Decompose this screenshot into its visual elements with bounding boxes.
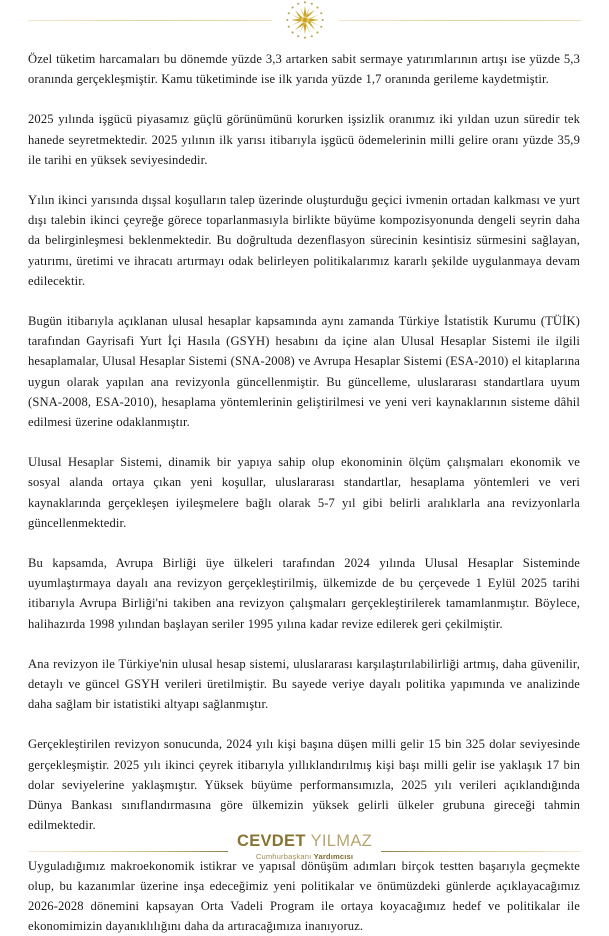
document-footer [0,825,609,869]
paragraph-7: Ana revizyon ile Türkiye'nin ulusal hesap sistemi, uluslararası karşılaştırılabilirliği artmış, daha güvenilir, detaylı ve güncel GSYH verileri üretilmiştir. Bu sayede veriye dayalı politika yapımında ve analizinde daha sağlam bir istatistiki altyapı sağlanmıştır. [28,654,580,715]
paragraph-1: Özel tüketim harcamaları bu dönemde yüzde 3,3 artarken sabit sermaye yatırımlarının artışı ise yüzde 5,3 oranında gerçekleşmiştir. Kamu tüketiminde ise ilk yarıda yüzde 1,7 oranında gerileme kaydetmiştir. [28,49,580,89]
paragraph-5: Ulusal Hesaplar Sistemi, dinamik bir yapıya sahip olup ekonominin ölçüm çalışmaları ekonomik ve sosyal alanda ortaya çıkan yeni koşullar, uluslararası standartlar, hesaplama yöntemleri ve veri kaynaklarında gerçekleşen iyileşmelere bağlı olarak 5-7 yıl gibi belirli aralıklarla ana revizyonlarla güncellenmektedir. [28,452,580,533]
header-divider-left [28,20,272,21]
paragraph-4: Bugün itibarıyla açıklanan ulusal hesaplar kapsamında aynı zamanda Türkiye İstatistik Kurumu (TÜİK) tarafından Gayrisafi Yurt İçi Hasıla (GSYH) hesabını da içine alan Ulusal Hesaplar Sistemi ile ilgili hesaplamalar, Ulusal Hesaplar Sistemi (SNA-2008) ve Avrupa Hesaplar Sistemi (ESA-2010) el kitaplarına uygun olarak yapılan ana revizyonla güncellenmiştir. Bu güncelleme, uluslararası standartlara uyum (SNA-2008, ESA-2010), hesaplama yöntemlerinin geliştirilmesi ve yeni veri kaynaklarının sisteme dâhil edilmesi üzerine odaklanmıştır. [28,311,580,432]
document-header [0,0,609,40]
footer-divider-right [381,851,581,852]
signature-block [237,833,372,860]
paragraph-8: Gerçekleştirilen revizyon sonucunda, 2024 yılı kişi başına düşen milli gelir 15 bin 325 dolar seviyesinde gerçekleşmiştir. 2025 yılı ikinci çeyrek itibarıyla yıllıklandırılmış kişi başı milli gelir ise yaklaşık 17 bin dolar seviyelerine yaklaşmıştır. Yüksek büyüme performansımızla, 2025 yılı verileri açıklandığında Dünya Bankası sınıflandırmasına göre ülkemizin yüksek gelirli ülkeler grubuna gireceği tahmin edilmektedir. [28,734,580,835]
document-body [0,40,609,936]
footer-divider-left [28,851,228,852]
paragraph-9: Uyguladığımız makroekonomik istikrar ve yapısal dönüşüm adımları birçok testten başarıyla geçmekte olup, bu kazanımlar üzerine inşa edeceğimiz yeni politikalar ve önümüzdeki günlerde açıklayacağımız 2026-2028 dönemini kapsayan Orta Vadeli Program ile ortaya koyacağımız hedef ve politikalar ile ekonomimizin dayanıklılığını daha da artıracağımıza inanıyoruz. [28,856,580,936]
paragraph-2: 2025 yılında işgücü piyasamız güçlü görünümünü korurken işsizlik oranımız iki yıldan uzun süredir tek hanede seyretmektedir. 2025 yılının ilk yarısı itibarıyla işgücü ödemelerinin milli gelire oranı yüzde 35,9 ile tarihi en yüksek seviyesindedir. [28,109,580,170]
signature-title-light: Cumhurbaşkanı [256,852,314,861]
signature-first-name: CEVDET [237,832,306,850]
signature-title [237,853,372,861]
paragraph-6: Bu kapsamda, Avrupa Birliği üye ülkeleri tarafından 2024 yılında Ulusal Hesaplar Sisteminde uyumlaştırmaya dayalı ana revizyon gerçekleştirilmiş, ülkemizde de bu çerçevede 1 Eylül 2025 tarihi itibarıyla Avrupa Birliği'ni takiben ana revizyon çalışmaları gerçekleştirilerek tamamlanmıştır. Böylece, halihazırda 1998 yılından başlayan seriler 1995 yılına kadar revize edilerek geri çekilmiştir. [28,553,580,634]
signature-title-bold: Yardımcısı [314,852,354,861]
signature-last-name-text: YILMAZ [311,832,372,850]
header-divider-right [338,20,582,21]
paragraph-3: Yılın ikinci yarısında dışsal koşulların talep üzerinde oluşturduğu geçici ivmenin ortadan kalkması ve yurt dışı talebin ikinci çeyreğe görece toparlanmasıyla birlikte büyüme kompozisyonunda dengeli seyrin daha da belirginleşmesi beklenmektedir. Bu doğrultuda dezenflasyon sürecinin kesintisiz sürmesini sağlayan, yatırımı, üretimi ve ihracatı artırmayı odak belirleyen politikalarımız kararlı şekilde uygulanmaya devam edilecektir. [28,190,580,291]
signature-name [237,833,372,850]
turkish-presidency-sun-emblem [284,0,326,41]
